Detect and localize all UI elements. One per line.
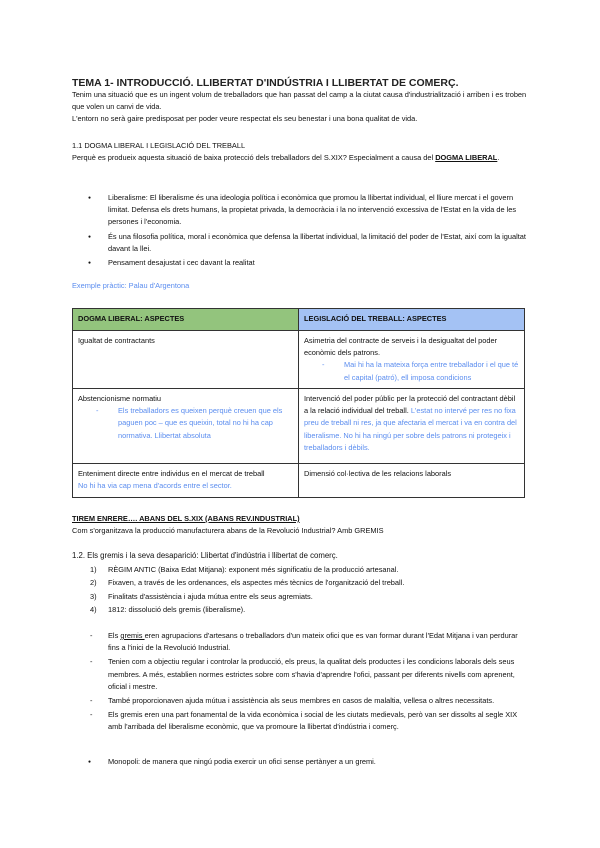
cell-note: - Els treballadors es queixen perquè creuen que els paguen poc – que es queixin, total no hi ha cap normativa. Llibertat absoluta	[78, 405, 293, 442]
gremis-link[interactable]: gremis	[120, 631, 145, 640]
list-item: - Els gremis eren una part fonamental de la vida econòmica i social de les ciutats medievals, però van ser dissolts al segle XIX amb l'arribada del liberalisme econòmic, que va promoure la llibertat d'indústria i comerç.	[72, 709, 527, 733]
gremis-numbered-list	[72, 563, 527, 616]
list-item: ● Liberalisme: El liberalisme és una ideologia política i econòmica que promou la llibertat individual, el lliure mercat i el govern limitat. Defensa els drets humans, la propietat privada, la democràcia i la no intervenció excessiva de l'Estat en la vida de les persones i l'economia.	[72, 192, 527, 229]
item-text: Finalitats d'assistència i ajuda mútua entre els seus agremiats.	[108, 591, 313, 601]
intro-paragraph: L'entorn no serà gaire predisposat per poder veure respectat els seu benestar i una bona qualitat de vida.	[72, 114, 418, 124]
list-item	[72, 563, 527, 576]
item-text: Fixaven, a través de les ordenances, els aspectes més tècnics de l'organització del treball.	[108, 578, 405, 588]
table-cell	[299, 331, 525, 389]
list-item	[72, 630, 527, 654]
table-cell	[73, 464, 299, 498]
cell-text: Igualtat de contractants	[78, 336, 155, 345]
intro-paragraph: Tenim una situació que es un ingent volum de treballadors que han passat del camp a la ciutat causa d'industrialització i arriben i es troben que volen un canvi de vida.	[72, 90, 527, 112]
cell-text: Asimetria del contracte de serveis i la desigualtat del poder econòmic dels patrons.	[304, 336, 498, 358]
intro	[72, 89, 527, 126]
back-section	[72, 513, 527, 537]
section-1-2-heading: 1.2. Els gremis i la seva desaparició: Llibertat d'indústria i llibertat de comerç.	[72, 551, 338, 560]
back-question: Com s'organitzava la producció manufacturera abans de la Revolució Industrial? Amb GREMIS	[72, 526, 384, 536]
section-heading: 1.1 DOGMA LIBERAL I LEGISLACIÓ DEL TREBALL	[72, 141, 246, 150]
list-item: ● És una filosofia política, moral i econòmica que defensa la llibertat individual, la limitació del poder de l'Estat, així com la igualtat davant la llei.	[72, 231, 527, 255]
table-row	[73, 331, 525, 389]
cell-note: L'estat no intervé per res no fixa preu de treball ni res, ja que afectaria el mercat i va en contra del liberalisme. No hi ha ningú per sobre dels patrons ni protegeix i treballadors i dèbils.	[304, 406, 517, 452]
list-item: ● Monopoli: de manera que ningú podia exercir un ofici sense pertànyer a un gremi.	[72, 756, 527, 768]
item-number: 2)	[90, 578, 97, 588]
table-cell	[73, 389, 299, 464]
item-number: 4)	[90, 604, 97, 614]
list-item: - També proporcionaven ajuda mútua i assistència als seus membres en casos de malaltia, vellesa o altres necessitats.	[72, 695, 527, 707]
list-item: ● Pensament desajustat i cec davant la realitat	[72, 257, 527, 269]
item-text: Els	[108, 631, 121, 640]
question-text: Perquè es produeix aquesta situació de baixa protecció dels treballadors del S.XIX? Especialment a causa del	[72, 153, 436, 163]
list-item	[72, 576, 527, 589]
dogma-liberal-link[interactable]: DOGMA LIBERAL	[435, 153, 498, 163]
comparison-table	[72, 308, 525, 498]
page-title: TEMA 1- INTRODUCCIÓ. LLIBERTAT D'INDÚSTRIA I LLIBERTAT DE COMERÇ.	[72, 77, 459, 89]
table-cell	[299, 389, 525, 464]
section-1-1	[72, 140, 527, 164]
item-number: 1)	[90, 565, 97, 574]
gremis-dash-list	[72, 630, 527, 734]
cell-text: Dimensió col·lectiva de les relacions laborals	[304, 469, 452, 478]
cell-note: - Mai hi ha la mateixa força entre treballador i el que té el capital (patró), ell imposa condicions	[304, 359, 519, 383]
list-item	[72, 590, 527, 603]
item-text: 1812: dissolució dels gremis (liberalisme).	[108, 604, 246, 614]
example-text: Exemple pràctic: Palau d'Argentona	[72, 281, 190, 290]
list-item: - Tenien com a objectiu regular i controlar la producció, els preus, la qualitat dels productes i les condicions laborals dels seus membres. A més, establien normes estrictes sobre com s'havia d'aprendre l'ofici, passant per diferents nivells com aprenent, oficial i mestre.	[72, 656, 527, 693]
item-text: RÈGIM ANTIC (Baixa Edat Mitjana): exponent més significatiu de la producció artesanal.	[108, 565, 399, 574]
section-question: Perquè es produeix aquesta situació de baixa protecció dels treballadors del S.XIX? Especialment a causa del DOGMA LIBERAL.	[72, 153, 500, 163]
header-legislacio-treball: LEGISLACIÓ DEL TREBALL: ASPECTES	[299, 309, 525, 331]
cell-note: No hi ha via cap mena d'acords entre el sector.	[78, 481, 232, 491]
cell-text: Intervenció del poder públic per la protecció del contractant dèbil a la relació individual del treball.	[304, 394, 516, 416]
table-row	[73, 464, 525, 498]
cell-text: Abstencionisme normatiu	[78, 394, 161, 403]
table-row	[73, 389, 525, 464]
table-cell	[299, 464, 525, 498]
list-item	[72, 603, 527, 616]
back-heading: TIREM ENRERE…. ABANS DEL S.XIX (ABANS REV.INDUSTRIAL)	[72, 514, 300, 523]
cell-text: Enteniment directe entre individus en el mercat de treball	[78, 469, 265, 478]
item-number: 3)	[90, 591, 97, 601]
liberalism-bullets	[72, 192, 527, 269]
table-cell	[73, 331, 299, 389]
header-dogma-liberal: DOGMA LIBERAL: ASPECTES	[73, 309, 299, 331]
table-header-row	[73, 309, 525, 331]
monopoly-bullet	[72, 756, 527, 768]
item-text: eren agrupacions d'artesans o treballadors d'un mateix ofici que es van formar durant l'Edat Mitjana i van perdurar fins a l'inici de la Revolució Industrial.	[108, 631, 518, 653]
